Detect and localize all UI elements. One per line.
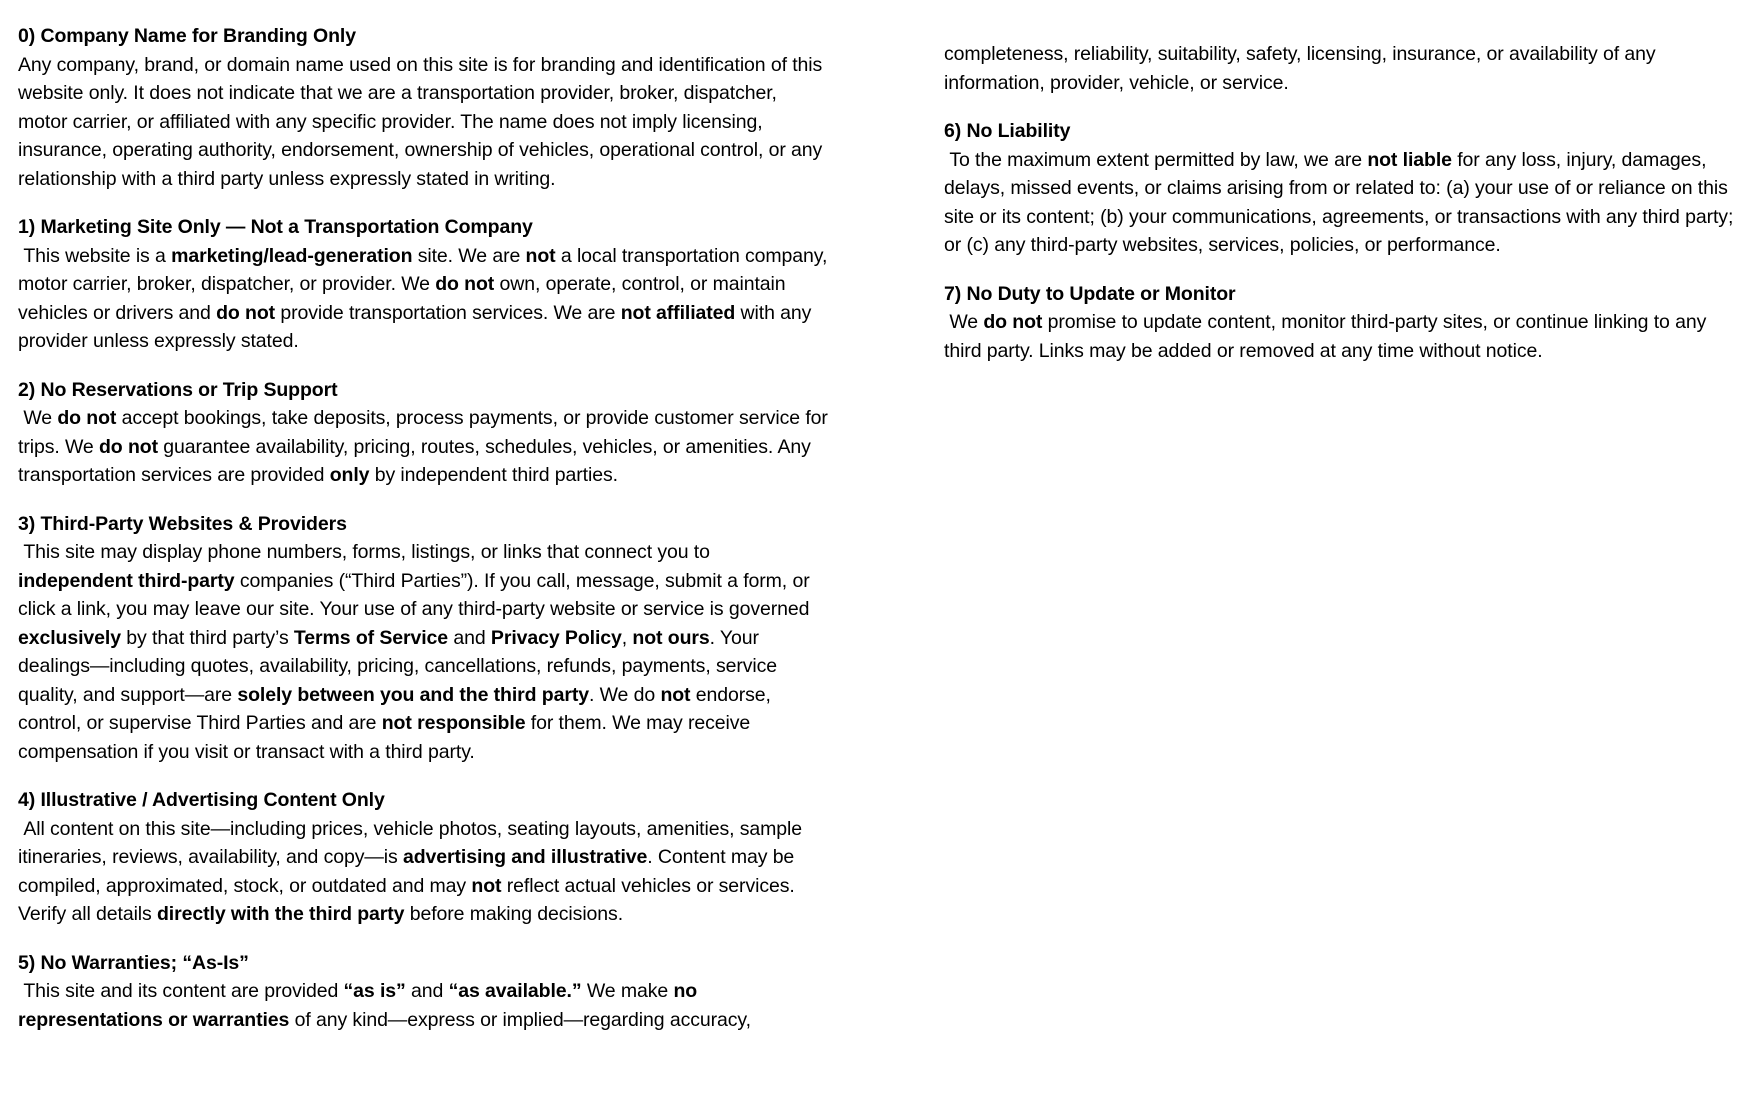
section-heading: 1) Marketing Site Only — Not a Transportation Company (18, 216, 533, 238)
section-paragraph (18, 242, 833, 356)
text-segment: . Content may be compiled, approximated, stock, or outdated and may (18, 846, 800, 897)
bold-text-segment: Terms of Service (293, 626, 449, 649)
bold-text-segment: do not (57, 407, 117, 429)
section-paragraph (18, 977, 828, 1034)
bold-text-segment: do not (99, 435, 158, 458)
section-paragraph (944, 146, 1744, 260)
section-6-no-liability (944, 117, 1744, 260)
section-1-marketing-site-only (18, 213, 833, 356)
text-segment: with any provider unless expressly stated. (18, 301, 817, 352)
bold-text-segment: not responsible (381, 712, 526, 734)
text-segment: We make (581, 980, 674, 1002)
text-segment: We (18, 407, 58, 429)
section-paragraph (944, 308, 1744, 365)
text-segment: This site and its content are provided (18, 980, 344, 1002)
section-heading: 3) Third-Party Websites & Providers (18, 512, 347, 535)
text-segment: accept bookings, take deposits, process payments, or provide customer service for trips. We (18, 407, 834, 458)
bold-text-segment: no representations or warranties (18, 980, 703, 1031)
bold-text-segment: not liable (1367, 148, 1452, 171)
bold-text-segment: Privacy Policy (490, 626, 622, 649)
bold-text-segment: not ours (632, 626, 710, 649)
text-segment: companies (“Third Parties”). If you call, message, submit a form, or click a link, you may leave our site. Your use of any third-party website or service is governed (18, 569, 815, 620)
bold-text-segment: do not (216, 301, 276, 324)
bold-text-segment: marketing/lead-generation (171, 244, 413, 267)
text-segment: for them. We may receive compensation if you visit or transact with a third party. (18, 712, 756, 763)
section-7-no-duty-to-update (944, 280, 1744, 366)
text-segment: Any company, brand, or domain name used on this site is for branding and identification of this website only. It does not indicate that we are a transportation provider, broker, dispatcher, motor carrier, or affiliated with any specific provider. The name does not imply licensing, insurance, operating authority, endorsement, ownership of vehicles, operational control, or any relationship with a third party unless expressly stated in writing. (18, 53, 828, 190)
section-5-no-warranties (18, 949, 828, 1035)
text-segment: before making decisions. (404, 903, 624, 925)
section-0-company-name (18, 22, 828, 193)
section-paragraph (944, 40, 1744, 97)
text-segment: provide transportation services. We are (275, 301, 621, 324)
bold-text-segment: “as is” (343, 980, 406, 1002)
text-segment: We (944, 311, 984, 333)
section-heading: 4) Illustrative / Advertising Content Only (18, 789, 385, 811)
text-segment: own, operate, control, or maintain vehicles or drivers and (18, 273, 791, 324)
bold-text-segment: only (329, 464, 370, 486)
section-heading: 6) No Liability (944, 120, 1071, 142)
bold-text-segment: exclusively (18, 626, 121, 649)
text-segment: All content on this site—including prices, vehicle photos, seating layouts, amenities, sample itineraries, reviews, availability, and copy—is (18, 817, 808, 868)
section-paragraph (18, 51, 828, 194)
section-5-continuation (944, 40, 1744, 97)
text-segment: site. We are (412, 244, 526, 267)
section-paragraph (18, 815, 828, 929)
text-segment: , (621, 626, 633, 649)
section-heading: 0) Company Name for Branding Only (18, 25, 356, 47)
section-heading: 5) No Warranties; “As-Is” (18, 951, 249, 974)
text-segment: This website is a (18, 244, 172, 267)
bold-text-segment: not (525, 244, 556, 267)
text-segment: endorse, control, or supervise Third Parties and are (18, 683, 777, 734)
text-segment: . We do (588, 683, 661, 706)
section-heading: 7) No Duty to Update or Monitor (944, 282, 1236, 305)
text-segment: completeness, reliability, suitability, safety, licensing, insurance, or availability of any information, provider, vehicle, or service. (944, 43, 1661, 94)
section-2-no-reservations (18, 376, 834, 490)
text-segment: of any kind—express or implied—regarding accuracy, (289, 1008, 751, 1031)
text-segment: by independent third parties. (369, 464, 618, 486)
text-segment: This site may display phone numbers, forms, listings, or links that connect you to (18, 541, 716, 563)
bold-text-segment: “as available.” (448, 980, 582, 1002)
bold-text-segment: not affiliated (620, 301, 736, 324)
text-segment: for any loss, injury, damages, delays, missed events, or claims arising from or related to: (a) your use of or reliance on this site or its content; (b) your communications, agreements, or transactions with any third party; or (c) any third-party websites, services, policies, or performance. (944, 148, 1739, 256)
text-segment: reflect actual vehicles or services. Verify all details (18, 874, 801, 925)
text-segment: promise to update content, monitor third-party sites, or continue linking to any third party. Links may be added or removed at any time without notice. (944, 311, 1712, 362)
section-4-illustrative-content (18, 786, 828, 929)
left-column (18, 0, 834, 1054)
section-heading: 2) No Reservations or Trip Support (18, 378, 338, 401)
text-segment: a local transportation company, motor carrier, broker, dispatcher, or provider. We (18, 244, 833, 295)
text-segment: and (405, 980, 449, 1002)
bold-text-segment: solely between you and the third party (237, 683, 589, 706)
text-segment: guarantee availability, pricing, routes, schedules, vehicles, or amenities. Any transportation services are provided (18, 435, 817, 486)
bold-text-segment: independent third-party (18, 569, 235, 592)
bold-text-segment: not (471, 874, 502, 897)
text-segment: To the maximum extent permitted by law, we are (944, 148, 1368, 171)
section-3-third-party-websites (18, 510, 828, 767)
bold-text-segment: advertising and illustrative (403, 846, 648, 868)
text-segment: . Your dealings—including quotes, availability, pricing, cancellations, refunds, payments, service quality, and support—are (18, 626, 783, 706)
text-segment: by that third party’s (120, 626, 294, 649)
right-column (944, 0, 1744, 385)
bold-text-segment: not (660, 683, 691, 706)
text-segment: and (448, 626, 491, 649)
bold-text-segment: do not (435, 273, 495, 295)
bold-text-segment: do not (983, 311, 1043, 333)
section-paragraph (18, 404, 834, 490)
section-paragraph (18, 538, 828, 766)
bold-text-segment: directly with the third party (157, 903, 405, 925)
